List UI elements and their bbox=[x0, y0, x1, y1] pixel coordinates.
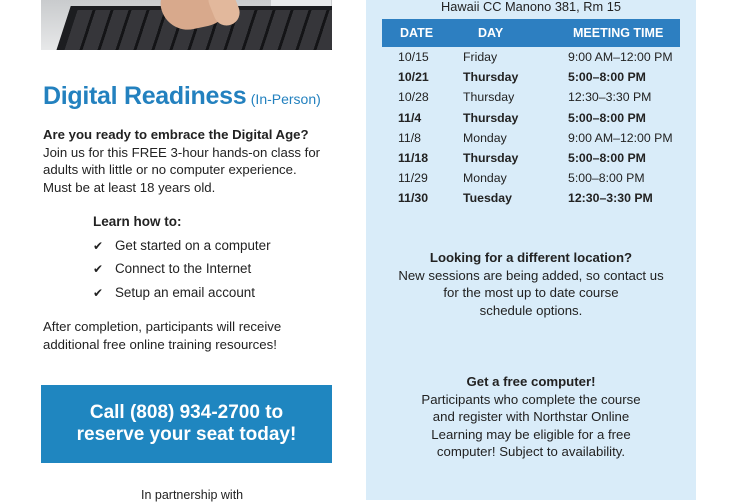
cell-date: 10/28 bbox=[398, 90, 429, 105]
intro-question: Are you ready to embrace the Digital Age? bbox=[43, 127, 309, 142]
computer-line: and register with Northstar Online bbox=[432, 409, 630, 424]
header-date: DATE bbox=[400, 26, 434, 40]
location-heading: Looking for a different location? bbox=[429, 250, 633, 265]
cell-date: 11/4 bbox=[398, 110, 422, 125]
location-line: schedule options. bbox=[479, 302, 583, 318]
cell-day: Tuesday bbox=[463, 191, 512, 206]
check-icon: ✔ bbox=[93, 285, 104, 300]
table-row bbox=[382, 148, 680, 168]
check-icon: ✔ bbox=[93, 262, 104, 277]
after-line: additional free online training resources! bbox=[43, 336, 277, 352]
table-header bbox=[382, 19, 680, 47]
cta-line: Call (808) 934-2700 to bbox=[89, 402, 284, 423]
after-line: After completion, participants will receive bbox=[43, 319, 282, 334]
table-row bbox=[382, 188, 680, 208]
header-time: MEETING TIME bbox=[573, 26, 664, 40]
header-day: DAY bbox=[478, 26, 504, 40]
cta-line: reserve your seat today! bbox=[76, 424, 297, 445]
cell-day: Friday bbox=[463, 50, 498, 65]
learn-item-label: Get started on a computer bbox=[115, 237, 271, 253]
cell-date: 11/18 bbox=[398, 151, 429, 166]
table-row bbox=[382, 168, 680, 188]
cell-day: Thursday bbox=[463, 110, 519, 125]
computer-heading: Get a free computer! bbox=[466, 374, 596, 389]
free-computer-section bbox=[366, 373, 696, 461]
table-row bbox=[382, 47, 680, 67]
list-item bbox=[93, 281, 271, 305]
cell-time: 12:30–3:30 PM bbox=[568, 90, 652, 105]
cell-date: 11/8 bbox=[398, 130, 422, 145]
table-row bbox=[382, 108, 680, 128]
computer-line: Participants who complete the course bbox=[421, 391, 641, 407]
page-title bbox=[43, 82, 321, 111]
cell-time: 5:00–8:00 PM bbox=[568, 151, 646, 166]
title-main: Digital Readiness bbox=[43, 82, 247, 110]
computer-line: Learning may be eligible for a free bbox=[431, 426, 631, 442]
table-row bbox=[382, 87, 680, 107]
cell-date: 11/29 bbox=[398, 171, 428, 186]
table-row bbox=[382, 67, 680, 87]
cell-time: 9:00 AM–12:00 PM bbox=[568, 50, 673, 65]
intro-text bbox=[43, 126, 343, 196]
cell-day: Thursday bbox=[463, 90, 515, 105]
cell-time: 12:30–3:30 PM bbox=[568, 191, 653, 206]
table-row bbox=[382, 128, 680, 148]
keyboard-photo bbox=[41, 0, 332, 50]
cell-day: Monday bbox=[463, 171, 507, 186]
learn-heading: Learn how to: bbox=[93, 214, 182, 229]
intro-line: adults with little or no computer experience. bbox=[43, 162, 297, 177]
cell-day: Thursday bbox=[463, 70, 519, 85]
cell-time: 5:00–8:00 PM bbox=[568, 171, 645, 186]
cell-date: 10/21 bbox=[398, 70, 429, 85]
location-line: for the most up to date course bbox=[443, 285, 619, 300]
learn-list bbox=[93, 234, 271, 305]
schedule-table bbox=[382, 19, 680, 209]
cell-time: 5:00–8:00 PM bbox=[568, 110, 646, 125]
check-icon: ✔ bbox=[93, 238, 104, 253]
learn-item-label: Setup an email account bbox=[115, 284, 255, 300]
location-line: New sessions are being added, so contact us bbox=[398, 267, 664, 283]
computer-line: computer! Subject to availability. bbox=[436, 444, 626, 459]
title-sub: (In-Person) bbox=[250, 91, 321, 107]
venue-text: Hawaii CC Manono 381, Rm 15 bbox=[441, 0, 621, 14]
after-completion-text bbox=[43, 318, 343, 353]
list-item bbox=[93, 234, 271, 258]
cell-day: Thursday bbox=[463, 151, 519, 166]
cell-day: Monday bbox=[463, 130, 507, 145]
cell-date: 10/15 bbox=[398, 50, 429, 65]
location-section bbox=[366, 249, 696, 319]
learn-item-label: Connect to the Internet bbox=[115, 261, 252, 277]
list-item bbox=[93, 258, 271, 282]
intro-line: Must be at least 18 years old. bbox=[43, 179, 216, 195]
partner-text: In partnership with bbox=[141, 488, 244, 502]
cell-time: 9:00 AM–12:00 PM bbox=[568, 130, 673, 145]
call-to-action-box bbox=[41, 385, 332, 463]
cell-date: 11/30 bbox=[398, 191, 429, 206]
intro-line: Join us for this FREE 3-hour hands-on class for bbox=[43, 144, 321, 160]
cell-time: 5:00–8:00 PM bbox=[568, 70, 646, 85]
